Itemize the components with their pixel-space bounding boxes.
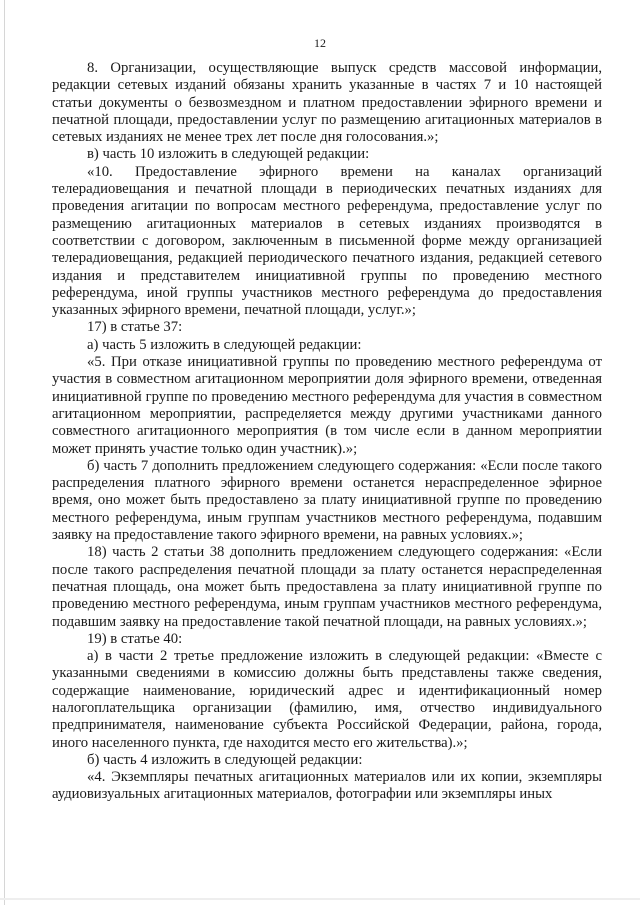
paragraph-new-part-10: «10. Предоставление эфирного времени на каналах организаций телерадиовещания и печатной площади в периодических печатных изданиях для проведения агитации по вопросам местного референдума, предоставление услуг по размещению агитационных материалов в сетевых изданиях производятся в соответствии с договором, заключенным в письменной форме между организацией телерадиовещания, редакцией периодического печатного издания, редакцией сетевого издания и представителем инициативной группы по проведению местного референдума, иной группы участников местного референдума до предоставления указанных эфирного времени, печатной площади, услуг.»; <box>52 163 602 319</box>
paragraph-amend-part-7: б) часть 7 дополнить предложением следующего содержания: «Если после такого распределения платного эфирного времени останется нераспределенное эфирное время, оно может быть предоставлено за плату инициативной группе по проведению местного референдума, иным группам участников местного референдума, подавшим заявку на предоставление такого эфирного времени, на равных условиях.»; <box>52 457 602 544</box>
paragraph-amend-part-10: в) часть 10 изложить в следующей редакции: <box>87 146 370 163</box>
paragraph-amend-part-2: а) в части 2 третье предложение изложить в следующей редакции: «Вместе с указанными сведениями в комиссию должны быть представлены также сведения, содержащие наименование, юридический адрес и идентификационный номер налогоплательщика организации (фамилию, имя, отчество индивидуального предпринимателя, наименование субъекта Российской Федерации, района, города, иного населенного пункта, где находится место его жительства).»; <box>52 648 602 751</box>
paragraph-article-40: 19) в статье 40: <box>87 630 183 647</box>
paragraph-article-38: 18) часть 2 статьи 38 дополнить предложением следующего содержания: «Если после такого распределения печатной площади за плату останется нераспределенная печатная площадь, она может быть предоставлена за плату инициативной группе по проведению местного референдума, иным группам участников местного референдума, подавшим заявку на предоставление такой печатной площади, на равных условиях.»; <box>52 544 602 630</box>
scan-left-edge <box>4 0 5 905</box>
paragraph-new-part-4: «4. Экземпляры печатных агитационных материалов или их копии, экземпляры аудиовизуальных агитационных материалов, фотографии или экземпляры иных <box>52 769 602 803</box>
paragraph-new-part-5: «5. При отказе инициативной группы по проведению местного референдума от участия в совместном агитационном мероприятии доля эфирного времени, отведенная инициативной группе по проведению местного референдума для участия в совместном агитационном мероприятии, распределяется между другими участниками данного совместного агитационного мероприятия (в том числе если в данном мероприятии может принять участие только один участник).»; <box>52 354 602 457</box>
document-body <box>52 60 602 804</box>
scan-bottom-edge <box>0 898 640 900</box>
paragraph-amend-part-4: б) часть 4 изложить в следующей редакции: <box>87 751 363 768</box>
paragraph-article-37: 17) в статье 37: <box>87 319 183 336</box>
page-number: 12 <box>314 36 326 50</box>
paragraph-item-8: 8. Организации, осуществляющие выпуск средств массовой информации, редакции сетевых изданий обязаны хранить указанные в частях 7 и 10 настоящей статьи документы о безвозмездном и платном предоставлении эфирного времени и печатной площади, предоставлении услуг по размещению агитационных материалов в сетевых изданиях не менее трех лет после дня голосования.»; <box>52 60 602 146</box>
paragraph-amend-part-5: а) часть 5 изложить в следующей редакции: <box>87 336 362 353</box>
